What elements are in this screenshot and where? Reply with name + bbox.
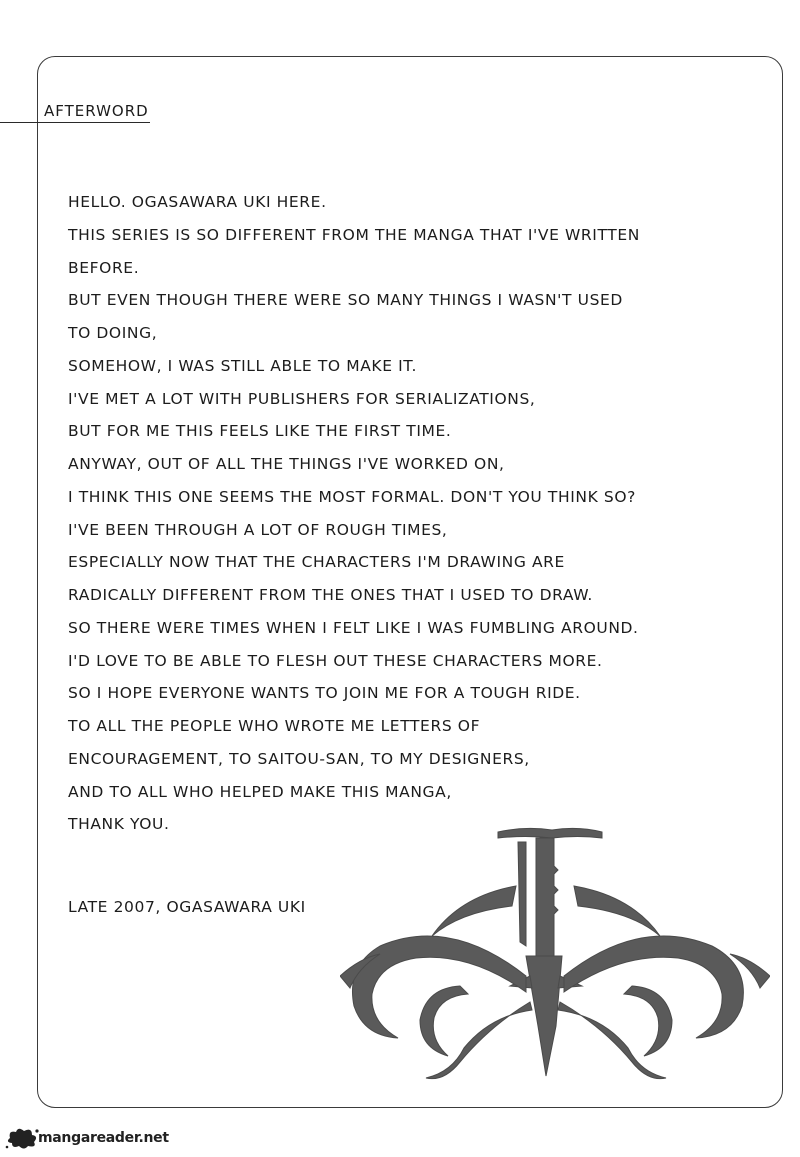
text-line: BUT EVEN THOUGH THERE WERE SO MANY THINGS I WASN'T USED [68,291,623,310]
text-line: I'VE MET A LOT WITH PUBLISHERS FOR SERIALIZATIONS, [68,389,536,408]
text-line: BUT FOR ME THIS FEELS LIKE THE FIRST TIME. [68,422,452,441]
text-line: I THINK THIS ONE SEEMS THE MOST FORMAL. DON'T YOU THINK SO? [68,487,636,506]
ink-splat-icon [4,1126,40,1150]
text-line: THIS SERIES IS SO DIFFERENT FROM THE MANGA THAT I'VE WRITTEN [68,225,640,244]
text-line: SO THERE WERE TIMES WHEN I FELT LIKE I WAS FUMBLING AROUND. [68,618,639,637]
tribal-dagger-emblem-icon [340,826,770,1088]
text-line: TO ALL THE PEOPLE WHO WROTE ME LETTERS OF [68,717,481,735]
heading-rule [0,122,150,123]
afterword-heading: AFTERWORD [44,102,149,120]
afterword-body [68,186,640,841]
text-line: TO DOING, [68,324,158,342]
watermark-text: mangareader.net [38,1130,169,1146]
signature-line: LATE 2007, OGASAWARA UKI [68,898,306,916]
text-line: I'D LOVE TO BE ABLE TO FLESH OUT THESE CHARACTERS MORE. [68,651,603,670]
text-line: THANK YOU. [68,815,170,834]
text-line: SO I HOPE EVERYONE WANTS TO JOIN ME FOR A TOUGH RIDE. [68,684,581,703]
text-line: RADICALLY DIFFERENT FROM THE ONES THAT I USED TO DRAW. [68,586,593,604]
text-line: AND TO ALL WHO HELPED MAKE THIS MANGA, [68,782,452,801]
watermark [4,1124,174,1154]
text-line: ENCOURAGEMENT, TO SAITOU-SAN, TO MY DESIGNERS, [68,749,530,768]
text-line: I'VE BEEN THROUGH A LOT OF ROUGH TIMES, [68,520,448,539]
text-line: BEFORE. [68,258,140,277]
text-line: HELLO. OGASAWARA UKI HERE. [68,193,327,211]
text-line: ANYWAY, OUT OF ALL THE THINGS I'VE WORKED ON, [68,455,505,473]
text-line: SOMEHOW, I WAS STILL ABLE TO MAKE IT. [68,356,418,375]
text-line: ESPECIALLY NOW THAT THE CHARACTERS I'M DRAWING ARE [68,553,565,572]
